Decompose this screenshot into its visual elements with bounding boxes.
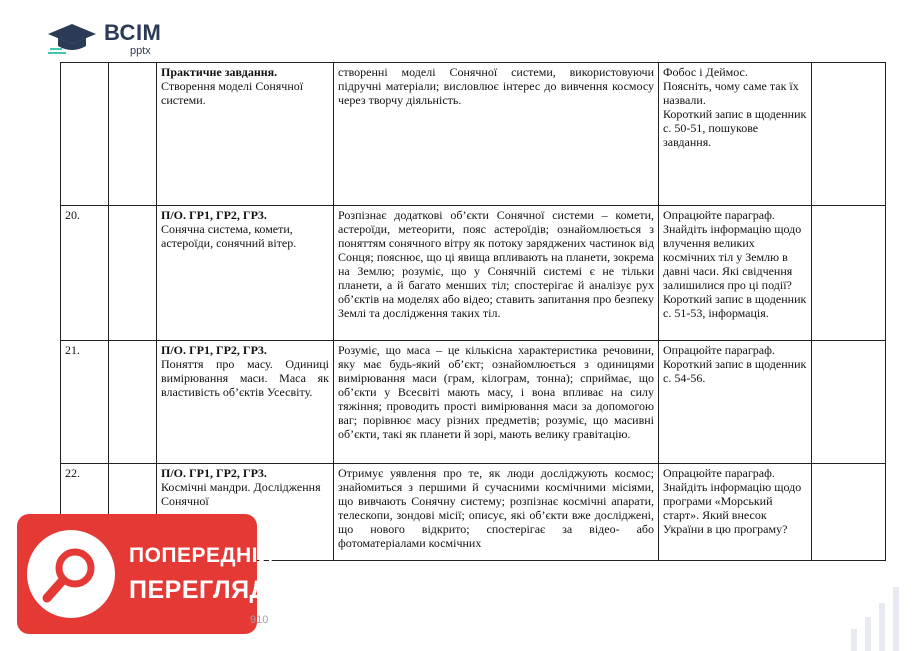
row-number [61, 63, 109, 206]
topic-text: Космічні мандри. Дослідження Сонячної [161, 480, 321, 508]
homework-line: с. 50-51, пошукове завдання. [663, 121, 759, 149]
homework-line: с. 51-53, інформація. [663, 306, 769, 320]
homework-cell [659, 63, 812, 206]
homework-line: Опрацюйте параграф. [663, 208, 775, 222]
row-number: 21. [61, 341, 109, 464]
magnifier-icon [39, 542, 103, 606]
lesson-plan-table [60, 62, 886, 561]
logo-brand: ВСІМ [104, 20, 162, 45]
badge-line-1: ПОПЕРЕДНІЙ [129, 544, 274, 567]
homework-line: Короткий запис в щоденник [663, 292, 807, 306]
topic-title: П/О. ГР1, ГР2, ГР3. [161, 466, 267, 480]
row-number: 22. [61, 464, 109, 561]
homework-line: Короткий запис в щоденник [663, 357, 807, 371]
topic-cell [157, 341, 334, 464]
badge-line-2: ПЕРЕГЛЯД [129, 576, 268, 604]
graduation-cap-icon [48, 22, 98, 56]
logo-sub: pptx [130, 45, 151, 57]
outcomes-cell: Розуміє, що маса – це кількісна характеристика речовини, яку має будь-який об’єкт; ознайомлюється з одиницями вимірювання маси (грам, кілограм, тонна); сприймає, що об’єкти у Всесвіті мають масу, і вона впливає на силу тяжіння; проводить прості вимірювання маси за допомогою ваг; порівнює масу різних предметів; розуміє, що масивні об’єкти, такі як планети й зорі, мають велику гравітацію. [334, 341, 659, 464]
topic-cell [157, 206, 334, 341]
topic-title: П/О. ГР1, ГР2, ГР3. [161, 208, 267, 222]
notes-cell [812, 206, 886, 341]
row-number: 20. [61, 206, 109, 341]
homework-line: Знайдіть інформацію щодо програми «Морський старт». Який внесок України в цю програму? [663, 480, 802, 536]
topic-text: Створення моделі Сонячної системи. [161, 79, 304, 107]
homework-cell [659, 206, 812, 341]
empty-cell [109, 63, 157, 206]
homework-line: Короткий запис в щоденник [663, 107, 807, 121]
decorative-bars-icon [847, 581, 913, 651]
homework-cell [659, 464, 812, 561]
outcomes-cell: Розпізнає додаткові об’єкти Сонячної системи – комети, астероїди, метеорити, пояс астероїдів; ознайомлюється з поняттям сонячного вітру як потоку заряджених частинок від Сонця; пояснює, що ці явища впливають на планети, зокрема на Землю; розуміє, що у Сонячній системі є не тільки планети, а й багато менших тіл; спостерігає й аналізує рух об’єктів на моделях або відео; ставить запитання про безпеку Землі та дослідження таких тіл. [334, 206, 659, 341]
homework-cell [659, 341, 812, 464]
topic-text: Поняття про масу. Одиниці вимірювання маси. Маса як властивість об’єктів Усесвіту. [161, 357, 329, 399]
homework-line: Поясніть, чому саме так їх назвали. [663, 79, 799, 107]
homework-line: Фобос і Деймос. [663, 65, 748, 79]
empty-cell [109, 341, 157, 464]
homework-line: с. 54-56. [663, 371, 706, 385]
logo [48, 18, 168, 58]
outcomes-cell: Отримує уявлення про те, як люди досліджують космос; знайомиться з першими й сучасними космічними місіями, що вивчають Сонячну систему; розпізнає космічні апарати, телескопи, зондові місії; описує, які об’єкти вже досліджені, що нового відкрито; спостерігає за відео- або фотоматеріалами космічних [334, 464, 659, 561]
outcomes-cell: створенні моделі Сонячної системи, використовуючи підручні матеріали; висловлює інтерес до вивчення космосу через творчу діяльність. [334, 63, 659, 206]
table-row [61, 63, 886, 206]
homework-line: Опрацюйте параграф. [663, 343, 775, 357]
homework-line: Знайдіть інформацію щодо влучення великих космічних тіл у Землю в давні часи. Які свідчення залишилися про ці події? [663, 222, 802, 292]
topic-title: П/О. ГР1, ГР2, ГР3. [161, 343, 267, 357]
topic-title: Практичне завдання. [161, 65, 278, 79]
table-row [61, 341, 886, 464]
topic-cell [157, 63, 334, 206]
table-row [61, 206, 886, 341]
notes-cell [812, 464, 886, 561]
empty-cell [109, 206, 157, 341]
topic-text: Сонячна система, комети, астероїди, сонячний вітер. [161, 222, 297, 250]
notes-cell [812, 341, 886, 464]
homework-line: Опрацюйте параграф. [663, 466, 775, 480]
notes-cell [812, 63, 886, 206]
page-number: 910 [250, 614, 269, 626]
